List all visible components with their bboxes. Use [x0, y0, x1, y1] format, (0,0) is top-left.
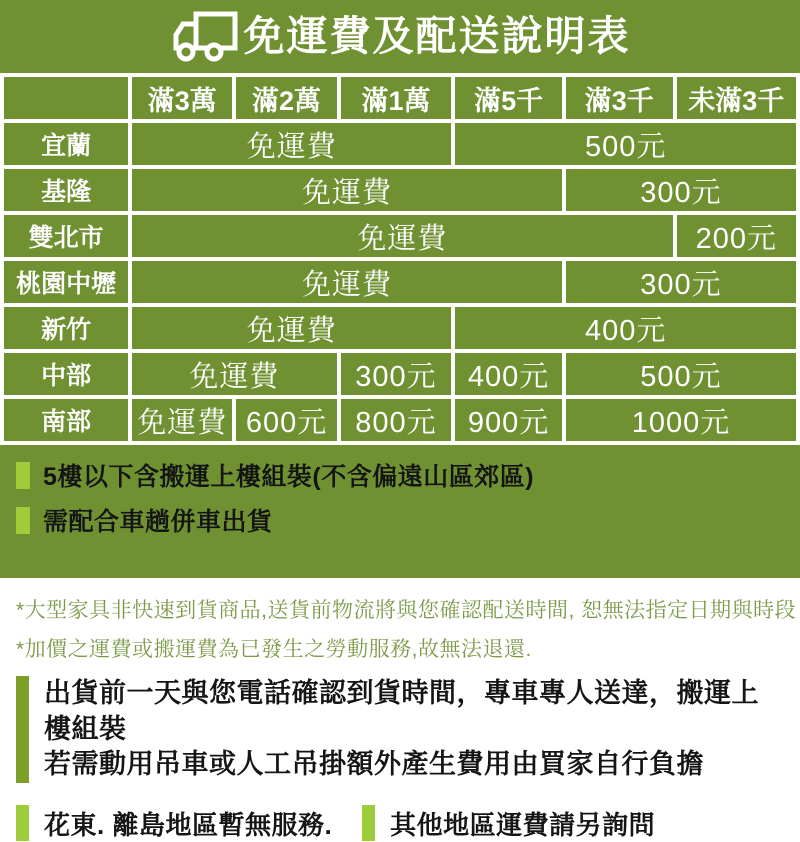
- corner-cell: [2, 75, 130, 121]
- region-label: 基隆: [2, 167, 130, 213]
- free-shipping-cell: 免運費: [130, 121, 453, 167]
- table-row: [2, 121, 798, 167]
- free-shipping-cell: 免運費: [130, 213, 674, 259]
- column-header: 滿5千: [453, 75, 564, 121]
- table-row: [2, 259, 798, 305]
- table-note-item: [16, 502, 786, 538]
- free-shipping-cell: 免運費: [130, 305, 453, 351]
- fee-cell: 500元: [564, 351, 798, 397]
- table-row: [2, 397, 798, 443]
- table-notes: [0, 445, 800, 538]
- column-header: 滿1萬: [339, 75, 454, 121]
- region-label: 新竹: [2, 305, 130, 351]
- service-area-text: 其他地區運費請另詢問: [390, 809, 656, 840]
- bottom-section: [0, 578, 800, 842]
- table-row: [2, 305, 798, 351]
- service-area-item: [362, 805, 655, 842]
- free-shipping-cell: 免運費: [130, 351, 339, 397]
- region-label: 中部: [2, 351, 130, 397]
- fee-cell: 400元: [453, 305, 798, 351]
- fee-cell: 600元: [234, 397, 338, 443]
- column-header: 滿3萬: [130, 75, 234, 121]
- shipping-fee-table: [0, 73, 800, 445]
- fee-cell: 300元: [564, 167, 798, 213]
- fee-cell: 200元: [675, 213, 798, 259]
- table-row: [2, 351, 798, 397]
- table-row: [2, 213, 798, 259]
- free-shipping-cell: 免運費: [130, 259, 564, 305]
- fee-cell: 1000元: [564, 397, 798, 443]
- delivery-note: [16, 676, 784, 783]
- table-note-item: [16, 457, 786, 493]
- column-header: 未滿3千: [675, 75, 798, 121]
- fee-cell: 900元: [453, 397, 564, 443]
- column-header: 滿3千: [564, 75, 675, 121]
- table-note-text: 需配合車趟併車出貨: [43, 508, 273, 536]
- delivery-note-line1: 出貨前一天與您電話確認到貨時間，專車專人送達，搬運上樓組裝: [44, 678, 759, 744]
- delivery-note-line2: 若需動用吊車或人工吊掛額外產生費用由買家自行負擔: [44, 749, 704, 780]
- table-row: [2, 167, 798, 213]
- region-label: 宜蘭: [2, 121, 130, 167]
- fee-cell: 400元: [453, 351, 564, 397]
- service-area-notes: [16, 805, 784, 842]
- service-area-text: 花東. 離島地區暫無服務.: [44, 809, 333, 840]
- square-bullet-icon: [16, 507, 30, 534]
- service-area-item: [16, 805, 332, 842]
- bar-bullet-icon: [16, 805, 29, 841]
- bar-bullet-icon: [16, 676, 29, 783]
- region-label: 南部: [2, 397, 130, 443]
- panel-header: [0, 0, 800, 73]
- footnote-line: *大型家具非快速到貨商品,送貨前物流將與您確認配送時間, 恕無法指定日期與時段: [16, 599, 797, 622]
- footnote-line: *加價之運費或搬運費為已發生之勞動服務,故無法退還.: [16, 638, 532, 661]
- bar-bullet-icon: [362, 805, 375, 841]
- table-note-text: 5樓以下含搬運上樓組裝(不含偏遠山區郊區): [43, 463, 535, 491]
- square-bullet-icon: [16, 462, 30, 489]
- delivery-truck-icon: [170, 10, 240, 64]
- delivery-note-text: [44, 676, 784, 783]
- table-header-row: [2, 75, 798, 121]
- column-header: 滿2萬: [234, 75, 338, 121]
- fee-cell: 800元: [339, 397, 454, 443]
- region-label: 雙北市: [2, 213, 130, 259]
- fee-cell: 300元: [339, 351, 454, 397]
- fee-cell: 500元: [453, 121, 798, 167]
- region-label: 桃園中壢: [2, 259, 130, 305]
- free-shipping-cell: 免運費: [130, 397, 234, 443]
- free-shipping-cell: 免運費: [130, 167, 564, 213]
- fee-cell: 300元: [564, 259, 798, 305]
- page-title: 免運費及配送說明表: [243, 13, 631, 59]
